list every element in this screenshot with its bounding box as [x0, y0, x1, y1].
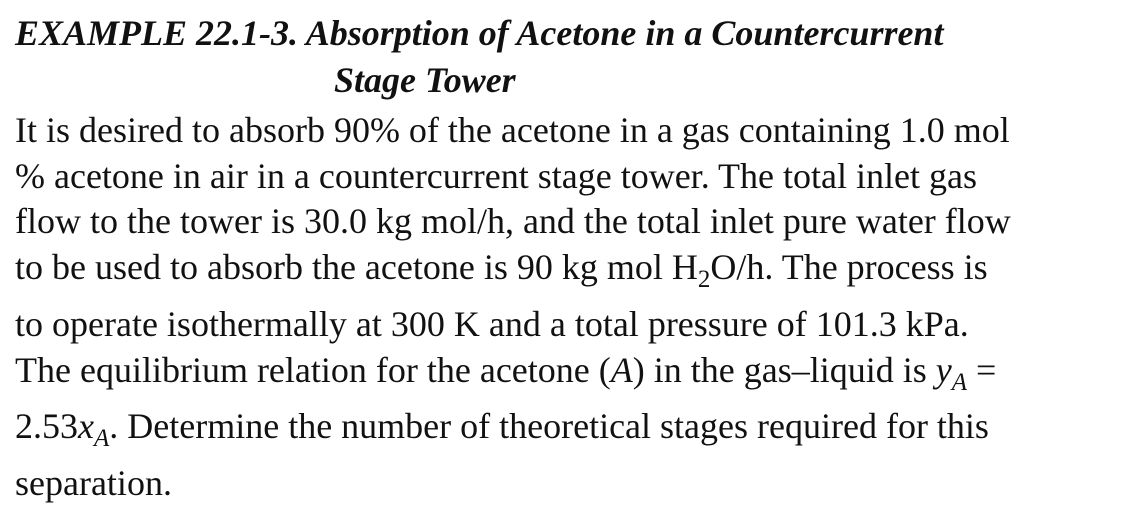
paragraph-line-1: It is desired to absorb 90% of the acetone in a gas containing 1.0 mol [15, 110, 1010, 150]
paragraph-line-6 [15, 350, 997, 396]
paragraph-line-2: % acetone in air in a countercurrent stage tower. The total inlet gas [15, 156, 977, 196]
line-7-text-end: . Determine the number of theoretical stages required for this [109, 406, 989, 446]
paragraph-line-5: to operate isothermally at 300 K and a total pressure of 101.3 kPa. [15, 304, 969, 344]
water-subscript: 2 [697, 266, 711, 293]
x-subscript: A [93, 425, 110, 452]
line-4-text-start: to be used to absorb the acetone is 90 kg mol H [15, 247, 698, 287]
example-title-line-2: Stage Tower [334, 60, 516, 100]
line-4-text-end: O/h. The process is [710, 247, 988, 287]
y-subscript: A [951, 369, 968, 396]
y-variable: y [935, 350, 952, 390]
x-variable: x [78, 406, 94, 446]
line-6-text-middle: ) in the gas–liquid is [632, 350, 936, 390]
acetone-symbol: A [610, 350, 633, 390]
line-6-text-start: The equilibrium relation for the acetone ( [15, 350, 611, 390]
example-title-line-1: EXAMPLE 22.1-3. Absorption of Acetone in a Countercurrent [15, 13, 944, 53]
paragraph-line-8: separation. [15, 463, 172, 503]
paragraph-line-3: flow to the tower is 30.0 kg mol/h, and the total inlet pure water flow [15, 201, 1011, 241]
paragraph-line-7 [15, 406, 989, 452]
equals-sign: = [967, 350, 997, 390]
equilibrium-constant: 2.53 [15, 406, 78, 446]
paragraph-line-4 [15, 247, 988, 293]
